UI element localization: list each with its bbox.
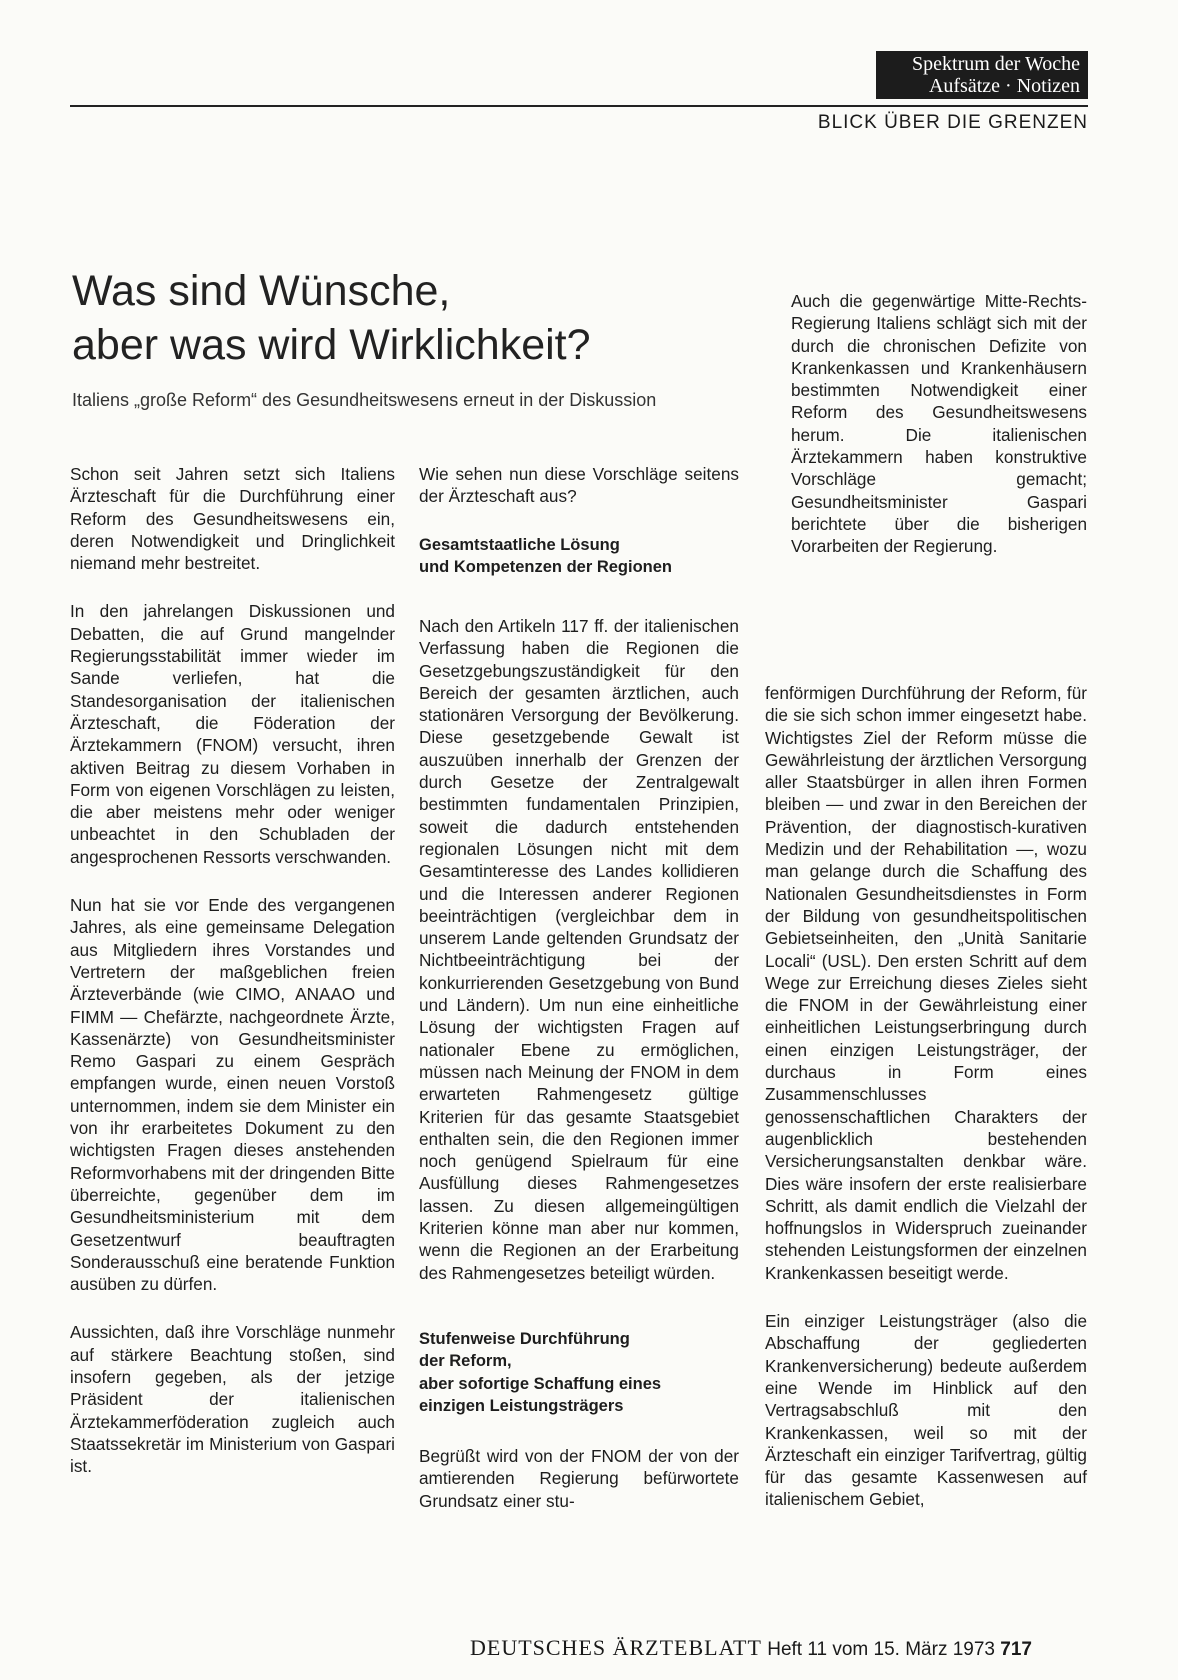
subheading-line: Gesamtstaatliche Lösung bbox=[419, 535, 620, 554]
column-2 bbox=[419, 615, 739, 1538]
subheading-line: Stufenweise Durchführung bbox=[419, 1329, 630, 1348]
section-badge bbox=[876, 51, 1088, 99]
paragraph: Ein einziger Leistungsträger (also die Abschaffung der gegliederten Krankenversicherung) bedeute außerdem eine Wende im Hinblick auf den Vertragsabschluß mit den Krankenkassen, weil so mit der Ärzteschaft ein einziger Tarifvertrag, gültig für das gesamte Kassenwesen auf italienischem Gebiet, bbox=[765, 1311, 1087, 1510]
paragraph: Schon seit Jahren setzt sich Italiens Ärzteschaft für die Durchführung einer Reform des Gesundheitswesens ein, deren Notwendigkeit und Dringlichkeit niemand mehr bestreitet. bbox=[70, 464, 395, 574]
column-2-top bbox=[419, 463, 739, 606]
subheading-line: einzigen Leistungsträgers bbox=[419, 1396, 624, 1415]
paragraph: Nach den Artikeln 117 ff. der italienischen Verfassung haben die Regionen die Gesetzgebungszuständigkeit für den Bereich der gesamten ärztlichen, auch stationären Versorgung der Bevölkerung. Diese gesetzgebende Gewalt ist auszuüben innerhalb der Grenzen der durch Gesetze der Zentralgewalt bestimmten fundamentalen Prinzipien, soweit die dadurch entstehenden regionalen Lösungen nicht mit dem Gesamtinteresse des Landes kollidieren und die Interessen anderer Regionen beeinträchtigen (vergleichbar dem in unserem Lande geltenden Grundsatz der Nichtbeeinträchtigung bei der konkurrierenden Gesetzgebung von Bund und Ländern). Um nun eine einheitliche Lösung der wichtigsten Fragen auf nationaler Ebene zu ermöglichen, müssen nach Meinung der FNOM in dem erwarteten Rahmengesetz gültige Kriterien für das gesamte Staatsgebiet enthalten sein, die den Regionen immer noch genügend Spielraum für eine Ausfüllung dieses Rahmengesetzes lassen. Zu diesen allgemeingültigen Kriterien könne man aber nur kommen, wenn die Regionen an der Erarbeitung des Rahmengesetzes beteiligt würden. bbox=[419, 616, 739, 1283]
column-3-intro bbox=[791, 290, 1087, 584]
section-label: BLICK ÜBER DIE GRENZEN bbox=[817, 112, 1088, 133]
subheading-line: und Kompetenzen der Regionen bbox=[419, 557, 673, 576]
paragraph: Begrüßt wird von der FNOM der von der amtierenden Regierung befürwortete Grundsatz einer stu- bbox=[419, 1446, 739, 1511]
column-3 bbox=[765, 682, 1087, 1537]
subheading-line: aber sofortige Schaffung eines bbox=[419, 1374, 662, 1393]
subheading-regions bbox=[419, 534, 739, 579]
intro-paragraph: Auch die gegenwärtige Mitte-Rechts-Regierung Italiens schlägt sich mit der durch die chronischen Defizite von Krankenkassen und Krankenhäusern bestimmten Notwendigkeit einer Reform des Gesundheitswesens herum. Die italienischen Ärztekammern haben konstruktive Vorschläge gemacht; Gesundheitsminister Gaspari berichtete über die bisherigen Vorarbeiten der Regierung. bbox=[791, 291, 1087, 557]
title-line-1: Was sind Wünsche, bbox=[72, 267, 451, 315]
paragraph: fenförmigen Durchführung der Reform, für die sie sich schon immer eingesetzt habe. Wichtigstes Ziel der Reform müsse die Gewährleistung der ärztlichen Versorgung aller Staatsbürger in allen ihren Formen bleiben — und zwar in den Bereichen der Prävention, der diagnostisch-kurativen Medizin und der Rehabilitation —, wozu man gelange durch die Schaffung des Nationalen Gesundheitsdienstes in Form der Bildung von gesundheitspolitischen Gebietseinheiten, den „Unità Sanitarie Locali“ (USL). Den ersten Schritt auf dem Wege zur Erreichung dieses Zieles sieht die FNOM in der Gewährleistung einer einheitlichen Leistungserbringung durch einen einzigen Leistungsträger, der durchaus in Form eines Zusammenschlusses genossenschaftlichen Charakters der augenblicklich bestehenden Versicherungsanstalten denkbar wäre. Dies wäre insofern der erste realisierbare Schritt, als damit endlich die Vielzahl der hoffnungslos in Widerspruch zueinander stehenden Leistungsformen der einzelnen Krankenkassen beseitigt werde. bbox=[765, 683, 1087, 1283]
paragraph: In den jahrelangen Diskussionen und Debatten, die auf Grund mangelnder Regierungsstabilität immer wieder im Sande verliefen, hat die Standesorganisation der italienischen Ärzteschaft, die Föderation der Ärztekammern (FNOM) versucht, ihren aktiven Beitrag zu diesem Vorhaben in Form von eigenen Vorschlägen zu leisten, die aber meistens mehr oder weniger unbeachtet in den Schubladen der angesprochenen Ressorts verschwanden. bbox=[70, 601, 395, 867]
article-title bbox=[72, 264, 591, 372]
paragraph: Wie sehen nun diese Vorschläge seitens der Ärzteschaft aus? bbox=[419, 464, 739, 507]
issue-info: Heft 11 vom 15. März 1973 bbox=[767, 1639, 995, 1660]
badge-line-2: Aufsätze · Notizen bbox=[928, 75, 1080, 97]
page-footer bbox=[470, 1635, 1032, 1661]
page-number: 717 bbox=[1000, 1639, 1032, 1660]
badge-line-1: Spektrum der Woche bbox=[912, 53, 1080, 75]
journal-name: DEUTSCHES ÄRZTEBLATT bbox=[470, 1635, 762, 1660]
paragraph: Nun hat sie vor Ende des vergangenen Jahres, als eine gemeinsame Delegation aus Mitgliedern ihres Vorstandes und Vertretern der maßgeblichen freien Ärzteverbände (wie CIMO, ANAAO und FIMM — Chefärzte, nachgeordnete Ärzte, Kassenärzte) von Gesundheitsminister Remo Gaspari zu einem Gespräch empfangen wurde, einen neuen Vorstoß unternommen, indem sie dem Minister ein von ihr erarbeitetes Dokument zu den wichtigsten Fragen dieses anstehenden Reformvorhabens mit der dringenden Bitte überreichte, gegenüber dem im Gesundheitsministerium mit dem Gesetzentwurf beauftragten Sonderausschuß eine beratende Funktion ausüben zu dürfen. bbox=[70, 895, 395, 1295]
article-subtitle: Italiens „große Reform“ des Gesundheitswesens erneut in der Diskussion bbox=[72, 390, 657, 410]
title-line-2: aber was wird Wirklichkeit? bbox=[72, 321, 591, 369]
column-1 bbox=[70, 463, 395, 1503]
header-rule bbox=[70, 105, 1088, 107]
subheading-reform-steps bbox=[419, 1328, 739, 1417]
subheading-line: der Reform, bbox=[419, 1352, 512, 1371]
paragraph: Aussichten, daß ihre Vorschläge nunmehr auf stärkere Beachtung stoßen, sind insofern gegeben, als der jetzige Präsident der italienischen Ärztekammerföderation zugleich auch Staatssekretär im Ministerium von Gaspari ist. bbox=[70, 1322, 395, 1477]
